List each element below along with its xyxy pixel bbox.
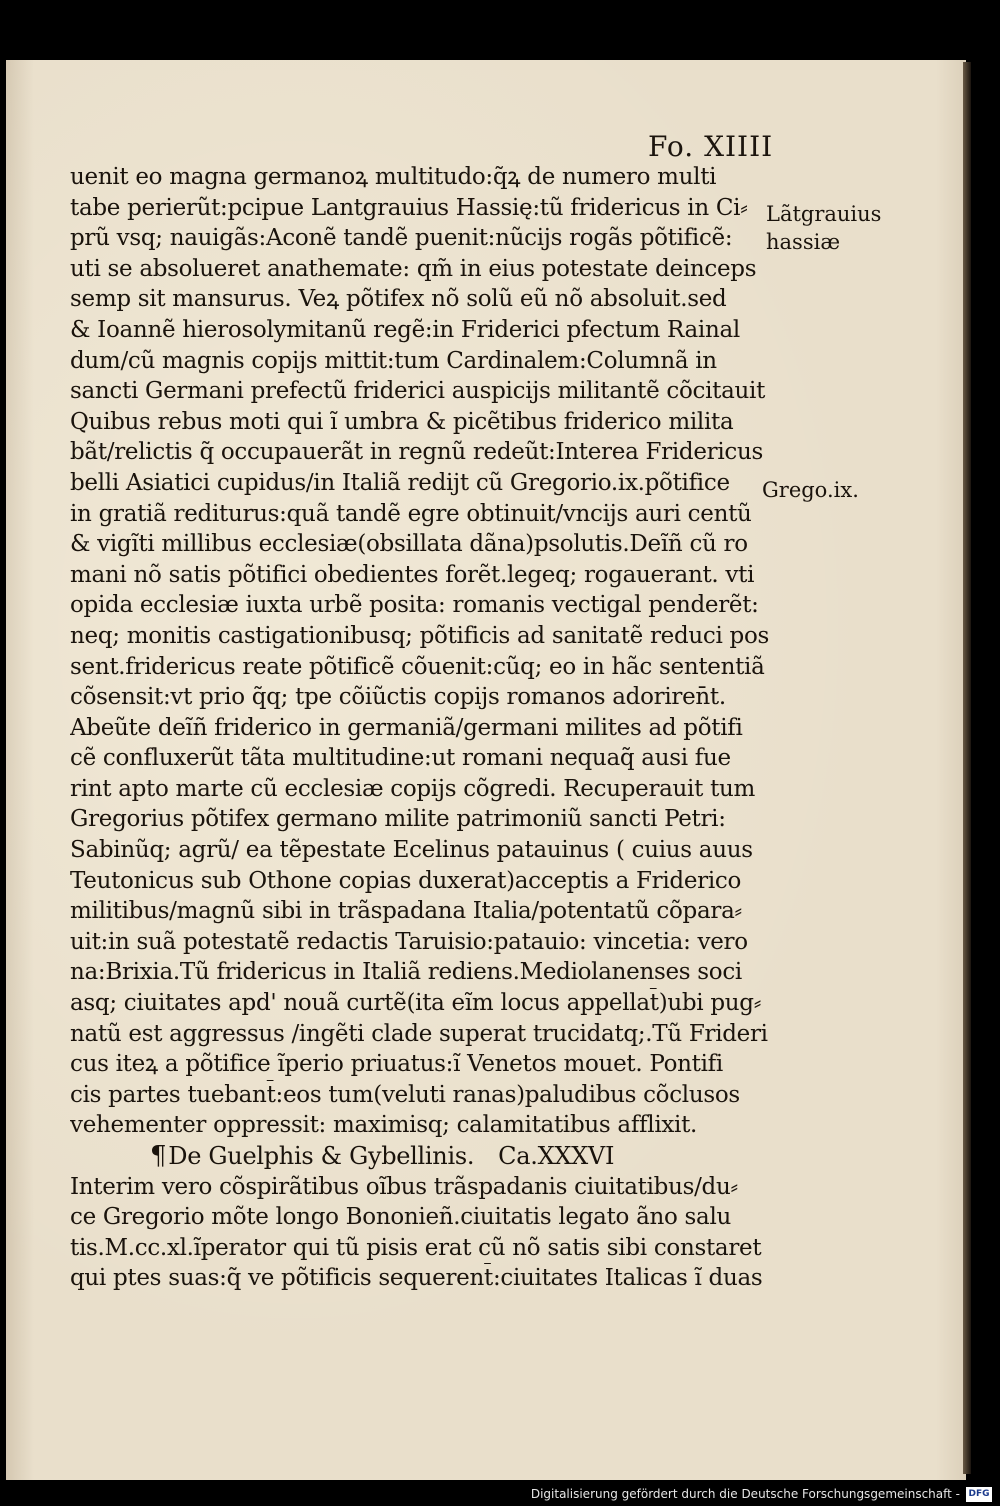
text-line: asq; ciuitates apd' nouã curtẽ(ita eĩm locus appellat̄)ubi pug⸗: [70, 990, 762, 1017]
text-line: Abeũte deĩñ friderico in germaniã/germani milites ad põtifi: [70, 714, 743, 741]
text-line: bãt/relictis q̃ occupauerãt in regnũ redeũt:Interea Fridericus: [70, 439, 763, 466]
marginal-note-line: hassiæ: [766, 230, 841, 254]
text-line: Gregorius põtifex germano milite patrimoniũ sancti Petri:: [70, 806, 726, 833]
dfg-logo: DFG: [966, 1487, 992, 1502]
text-line: sancti Germani prefectũ friderici auspicijs militantẽ cõcitauit: [70, 378, 766, 405]
text-line: rint apto marte cũ ecclesiæ copijs cõgredi. Recuperauit tum: [70, 775, 756, 802]
text-line: prũ vsq; nauigãs:Aconẽ tandẽ puenit:nũcijs rogãs põtificẽ:: [70, 225, 733, 252]
text-line: Quibus rebus moti qui ĩ umbra & picẽtibus friderico milita: [70, 408, 734, 435]
text-line: mani nõ satis põtifici obedientes forẽt.legeq; rogauerant. vti: [70, 561, 755, 588]
marginal-note-line: Lãtgrauius: [766, 202, 882, 226]
text-line: vehementer oppressit: maximisq; calamitatibus afflixit.: [70, 1112, 698, 1139]
footer-bar: [0, 1484, 1000, 1506]
text-line: cõsensit:vt prio q̃q; tpe cõiũctis copijs romanos adoriren̄t.: [70, 684, 726, 711]
text-line: cus iteꝝ a põtifice ĩperio priuatus:ĩ Venetos mouet. Pontifi: [70, 1051, 723, 1078]
text-line: na:Brixia.Tũ fridericus in Italiã rediens.Mediolanenses soci: [70, 959, 742, 986]
text-line: opida ecclesiæ iuxta urbẽ posita: romanis vectigal penderẽt:: [70, 592, 759, 619]
pilcrow-mark: ¶: [150, 1141, 167, 1171]
text-line: cis partes tuebant̄:eos tum(veluti ranas)paludibus cõclusos: [70, 1081, 740, 1108]
text-line: dum/cũ magnis copijs mittit:tum Cardinalem:Columnã in: [70, 347, 717, 374]
text-line: qui ptes suas:q̃ ve põtificis sequerent̄:ciuitates Italicas ĩ duas: [70, 1265, 763, 1292]
text-line: belli Asiatici cupidus/in Italiã redijt cũ Gregorio.ix.põtifice: [70, 469, 730, 496]
text-line: uit:in suã potestatẽ redactis Taruisio:patauio: vincetia: vero: [70, 928, 748, 955]
text-line: in gratiã rediturus:quã tandẽ egre obtinuit/vncijs auri centũ: [70, 500, 752, 527]
marginal-note-line: Grego.ix.: [762, 478, 859, 502]
chapter-title: De Guelphis & Gybellinis.: [168, 1142, 475, 1170]
text-line: ce Gregorio mõte longo Bononieñ.ciuitatis legato ãno salu: [70, 1204, 732, 1231]
marginal-note-gregory: [762, 476, 859, 504]
funding-credit: Digitalisierung gefördert durch die Deutsche Forschungsgemeinschaft -: [530, 1487, 960, 1501]
text-line: uenit eo magna germanoꝝ multitudo:q̃ꝝ de numero multi: [70, 164, 717, 190]
chapter-heading: [70, 1141, 770, 1172]
text-line: sent.fridericus reate põtificẽ cõuenit:cũq; eo in hãc sententiã: [70, 653, 765, 680]
text-line: neq; monitis castigationibusq; põtificis ad sanitatẽ reduci pos: [70, 622, 770, 649]
text-line: uti se absolueret anathemate: qm̃ in eius potestate deinceps: [70, 255, 757, 282]
main-text: [70, 162, 770, 1294]
text-line: & vigĩti millibus ecclesiæ(obsillata dãna)psolutis.Deĩñ cũ ro: [70, 531, 748, 558]
text-line: semp sit mansurus. Veꝝ põtifex nõ solũ eũ nõ absoluit.sed: [70, 286, 727, 313]
folio-header: Fo. XIIII: [648, 130, 774, 163]
text-line: tis.M.cc.xl.ĩperator qui tũ pisis erat cũ nõ satis sibi constaret: [70, 1234, 762, 1261]
text-line: Teutonicus sub Othone copias duxerat)acceptis a Friderico: [70, 867, 742, 894]
page-edge: [963, 62, 971, 1474]
text-line: natũ est aggressus /ingẽti clade superat trucidatq;.Tũ Frideri: [70, 1020, 768, 1047]
text-line: militibus/magnũ sibi in trãspadana Italia/potentatũ cõpara⸗: [70, 898, 742, 925]
text-line: cẽ confluxerũt tãta multitudine:ut romani nequaq̃ ausi fue: [70, 745, 731, 772]
marginal-note-landgrave: [766, 200, 881, 256]
chapter-number: Ca.XXXVI: [498, 1142, 615, 1170]
text-line: tabe perierũt:pcipue Lantgrauius Hassię:tũ fridericus in Ci⸗: [70, 194, 748, 221]
text-line: Interim vero cõspirãtibus oĩbus trãspadanis ciuitatibus/du⸗: [70, 1173, 738, 1200]
text-line: Sabinũq; agrũ/ ea tẽpestate Ecelinus patauinus ( cuius auus: [70, 837, 753, 864]
text-line: & Ioannẽ hierosolymitanũ regẽ:in Friderici pfectum Rainal: [70, 316, 740, 343]
